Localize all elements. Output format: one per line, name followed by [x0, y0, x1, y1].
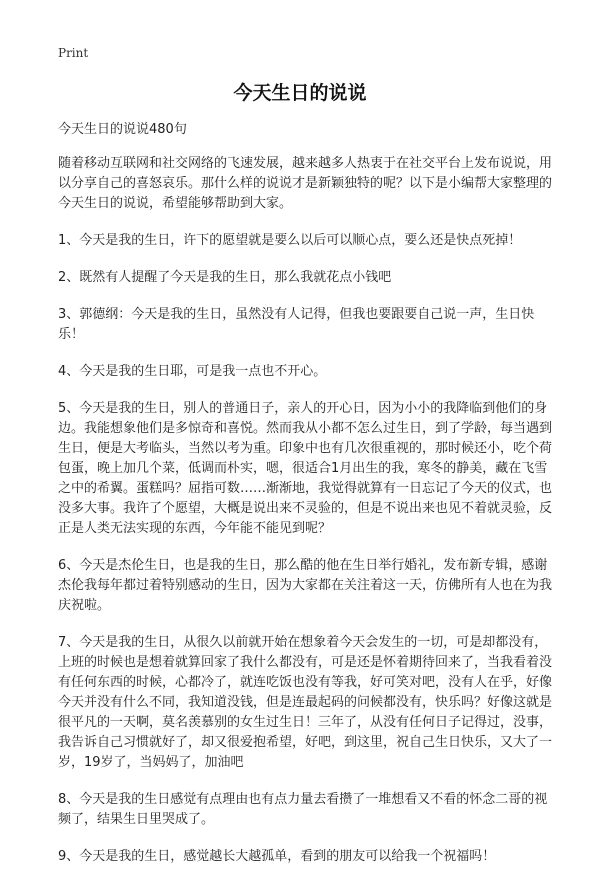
- list-item: 9、今天是我的生日，感觉越长大越孤单，看到的朋友可以给我一个祝福吗！: [58, 849, 496, 864]
- print-link[interactable]: Print: [58, 46, 89, 60]
- list-item: 1、今天是我的生日，许下的愿望就是要么以后可以顺心点，要么还是快点死掉！: [58, 233, 522, 248]
- list-item: 6、今天是杰伦生日，也是我的生日，那么酷的他在生日举行婚礼，发布新专辑，感谢杰伦我每年都过着特别感动的生日，因为大家都在关注着这一天，仿佛所有人也在为我庆祝啦。: [58, 558, 553, 613]
- article-body: [58, 120, 556, 884]
- list-item: 5、今天是我的生日，别人的普通日子，亲人的开心日，因为小小的我降临到他们的身边。我能想象他们是多惊奇和喜悦。然而我从小都不怎么过生日，到了学龄，每当遇到生日，便是大考临头，当然以考为重。印象中也有几次很重视的，那时候还小，吃个荷包蛋，晚上加几个菜，低调而朴实，嗯，很适合1月出生的我，寒冬的静美，藏在飞雪之中的希翼。蛋糕吗？屈指可数……渐渐地，我觉得就算有一日忘记了今天的仪式，也没多大事。我许了个愿望，大概是说出来不灵验的，但是不说出来也见不着就灵验，反正是人类无法实现的东西，今年能不能见到呢？: [58, 401, 553, 536]
- intro-paragraph: 随着移动互联网和社交网络的飞速发展，越来越多人热衷于在社交平台上发布说说，用以分享自己的喜怒哀乐。那什么样的说说才是新颖独特的呢？以下是小编帮大家整理的今天生日的说说，希望能够帮助到大家。: [58, 156, 553, 211]
- list-item: 7、今天是我的生日，从很久以前就开始在想象着今天会发生的一切，可是却都没有，上班的时候也是想着就算回家了我什么都没有，可是还是怀着期待回来了，当我看着没有任何东西的时候，心都冷了，就连吃饭也没有等我，好可笑对吧，没有人在乎，好像今天并没有什么不同，我知道没钱，但是连最起码的问候都没有，快乐吗？好像这就是很平凡的一天啊，莫名羡慕别的女生过生日！三年了，从没有任何日子记得过，没事，我告诉自己习惯就好了，却又很爱抱希望，好吧，到这里，祝自己生日快乐，又大了一岁，19岁了，当妈妈了，加油吧: [58, 635, 553, 770]
- list-item: 3、郭德纲：今天是我的生日，虽然没有人记得，但我也要跟要自己说一声，生日快乐！: [58, 307, 535, 342]
- list-item: 2、既然有人提醒了今天是我的生日，那么我就花点小钱吧: [58, 270, 392, 285]
- page-title: 今天生日的说说: [233, 82, 367, 104]
- list-item: 4、今天是我的生日耶，可是我一点也不开心。: [58, 364, 327, 379]
- list-item: 8、今天是我的生日感觉有点理由也有点力量去看攒了一堆想看又不看的怀念二哥的视频了，结果生日里哭成了。: [58, 792, 548, 827]
- article-subtitle: 今天生日的说说480句: [58, 122, 187, 137]
